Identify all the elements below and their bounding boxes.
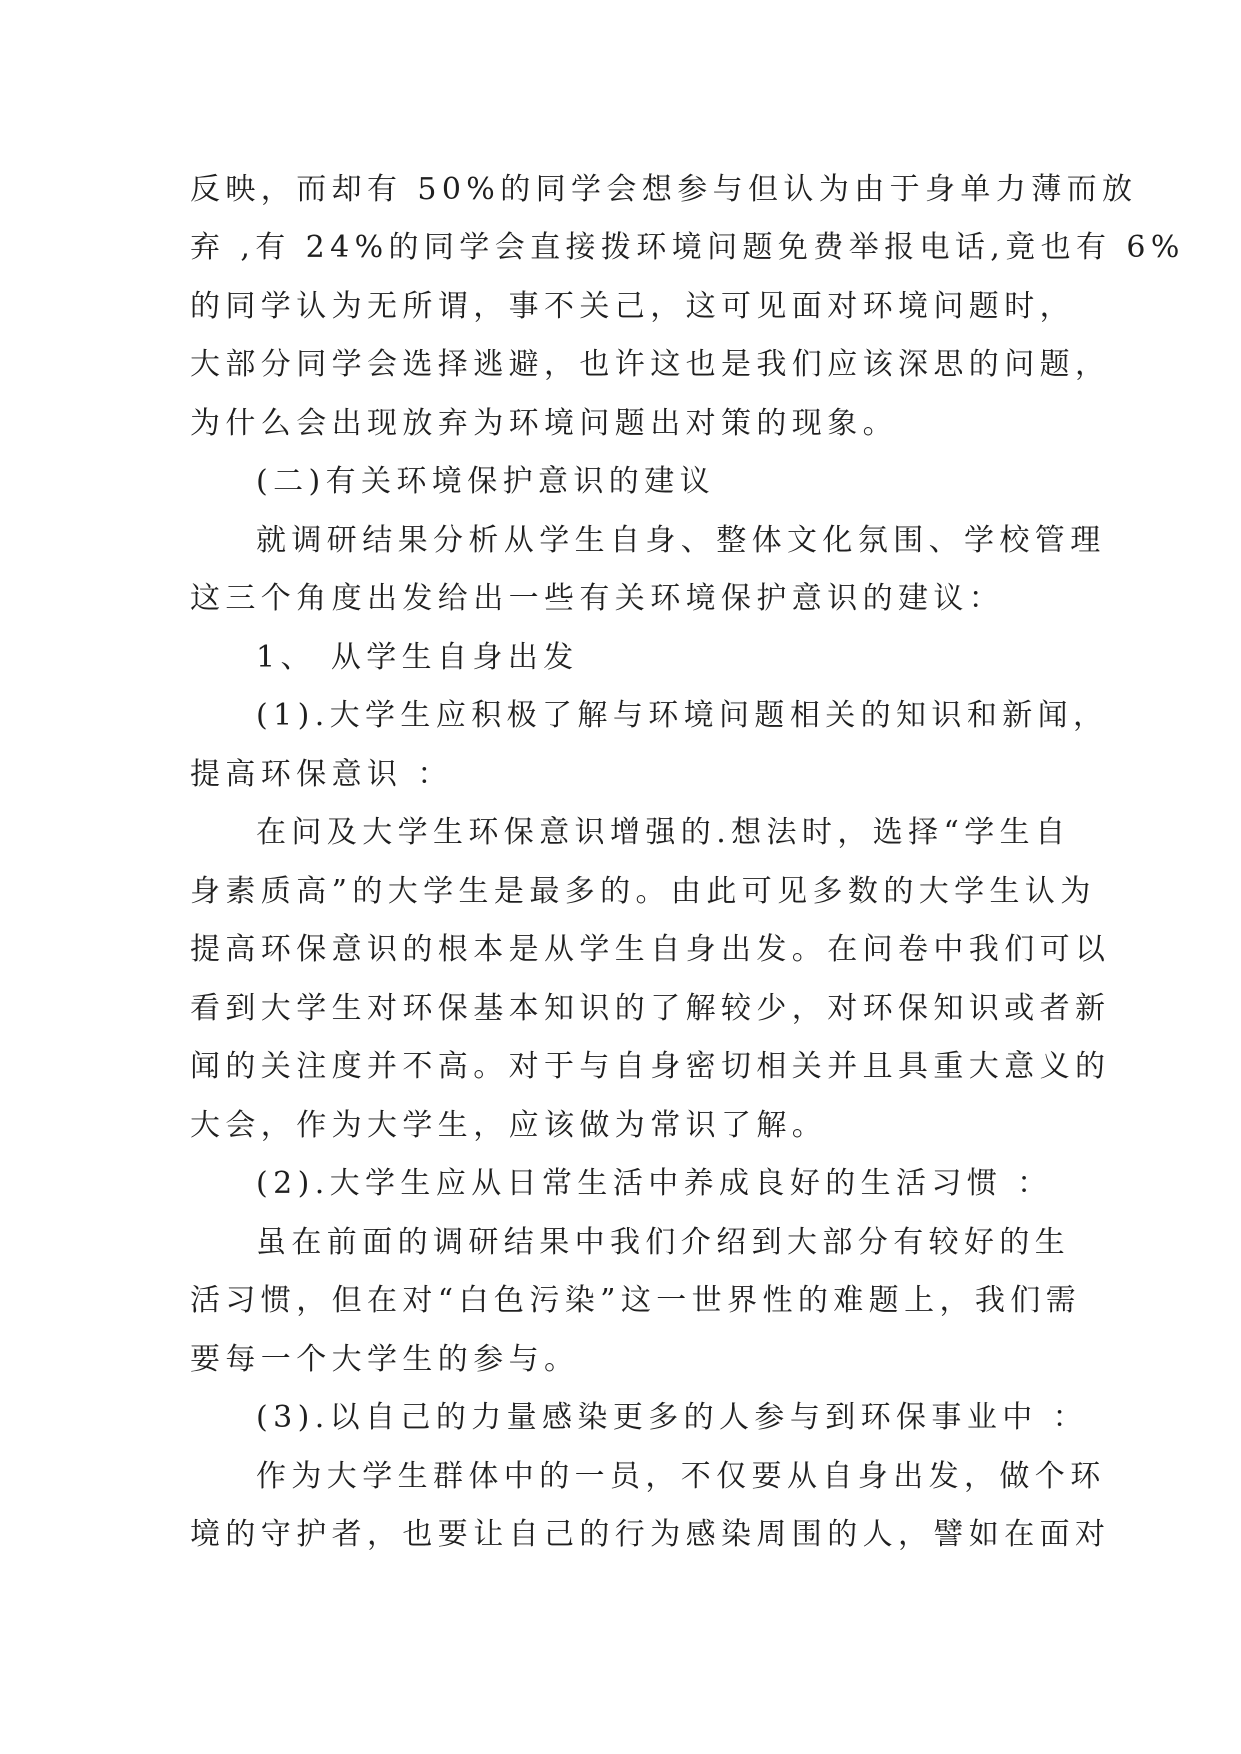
body-text-line: 提高环保意识的根本是从学生自身出发。在问卷中我们可以 bbox=[190, 932, 1111, 967]
body-text-line: 活习惯，但在对“白色污染”这一世界性的难题上，我们需 bbox=[190, 1283, 1082, 1318]
body-text-line: 就调研结果分析从学生自身、整体文化氛围、学校管理 bbox=[256, 523, 1106, 558]
body-text-line: 这三个角度出发给出一些有关环境保护意识的建议： bbox=[190, 581, 1005, 616]
body-text-line: 为什么会出现放弃为环境问题出对策的现象。 bbox=[190, 406, 898, 441]
body-text-line: 看到大学生对环保基本知识的了解较少，对环保知识或者新 bbox=[190, 991, 1111, 1026]
body-text-line: 提高环保意识 ： bbox=[190, 757, 453, 792]
body-text-line: 弃 ,有 24%的同学会直接拨环境问题免费举报电话,竟也有 6% bbox=[190, 230, 1185, 265]
body-text-line: 反映，而却有 50%的同学会想参与但认为由于身单力薄而放 bbox=[190, 172, 1138, 207]
body-text-line: 作为大学生群体中的一员，不仅要从自身出发，做个环 bbox=[256, 1459, 1106, 1494]
body-text-line: 闻的关注度并不高。对于与自身密切相关并且具重大意义的 bbox=[190, 1049, 1111, 1084]
list-item-heading: (1).大学生应积极了解与环境问题相关的知识和新闻， bbox=[256, 698, 1109, 733]
body-text-line: 的同学认为无所谓，事不关己，这可见面对环境问题时， bbox=[190, 289, 1075, 324]
body-text-line: 身素质高”的大学生是最多的。由此可见多数的大学生认为 bbox=[190, 874, 1096, 909]
body-text-line: 大部分同学会选择逃避，也许这也是我们应该深思的问题， bbox=[190, 347, 1111, 382]
list-item-heading: (2).大学生应从日常生活中养成良好的生活习惯 ： bbox=[256, 1166, 1053, 1201]
body-text-line: 境的守护者，也要让自己的行为感染周围的人，譬如在面对 bbox=[190, 1517, 1111, 1552]
body-text-line: 虽在前面的调研结果中我们介绍到大部分有较好的生 bbox=[256, 1225, 1071, 1260]
body-text-line: 大会，作为大学生，应该做为常识了解。 bbox=[190, 1108, 828, 1143]
body-text-line: 要每一个大学生的参与。 bbox=[190, 1342, 580, 1377]
section-heading: (二)有关环境保护意识的建议 bbox=[256, 464, 716, 499]
subsection-heading: 1、 从学生自身出发 bbox=[256, 640, 579, 675]
list-item-heading: (3).以自己的力量感染更多的人参与到环保事业中 ： bbox=[256, 1400, 1088, 1435]
body-text-line: 在问及大学生环保意识增强的.想法时，选择“学生自 bbox=[256, 815, 1071, 850]
